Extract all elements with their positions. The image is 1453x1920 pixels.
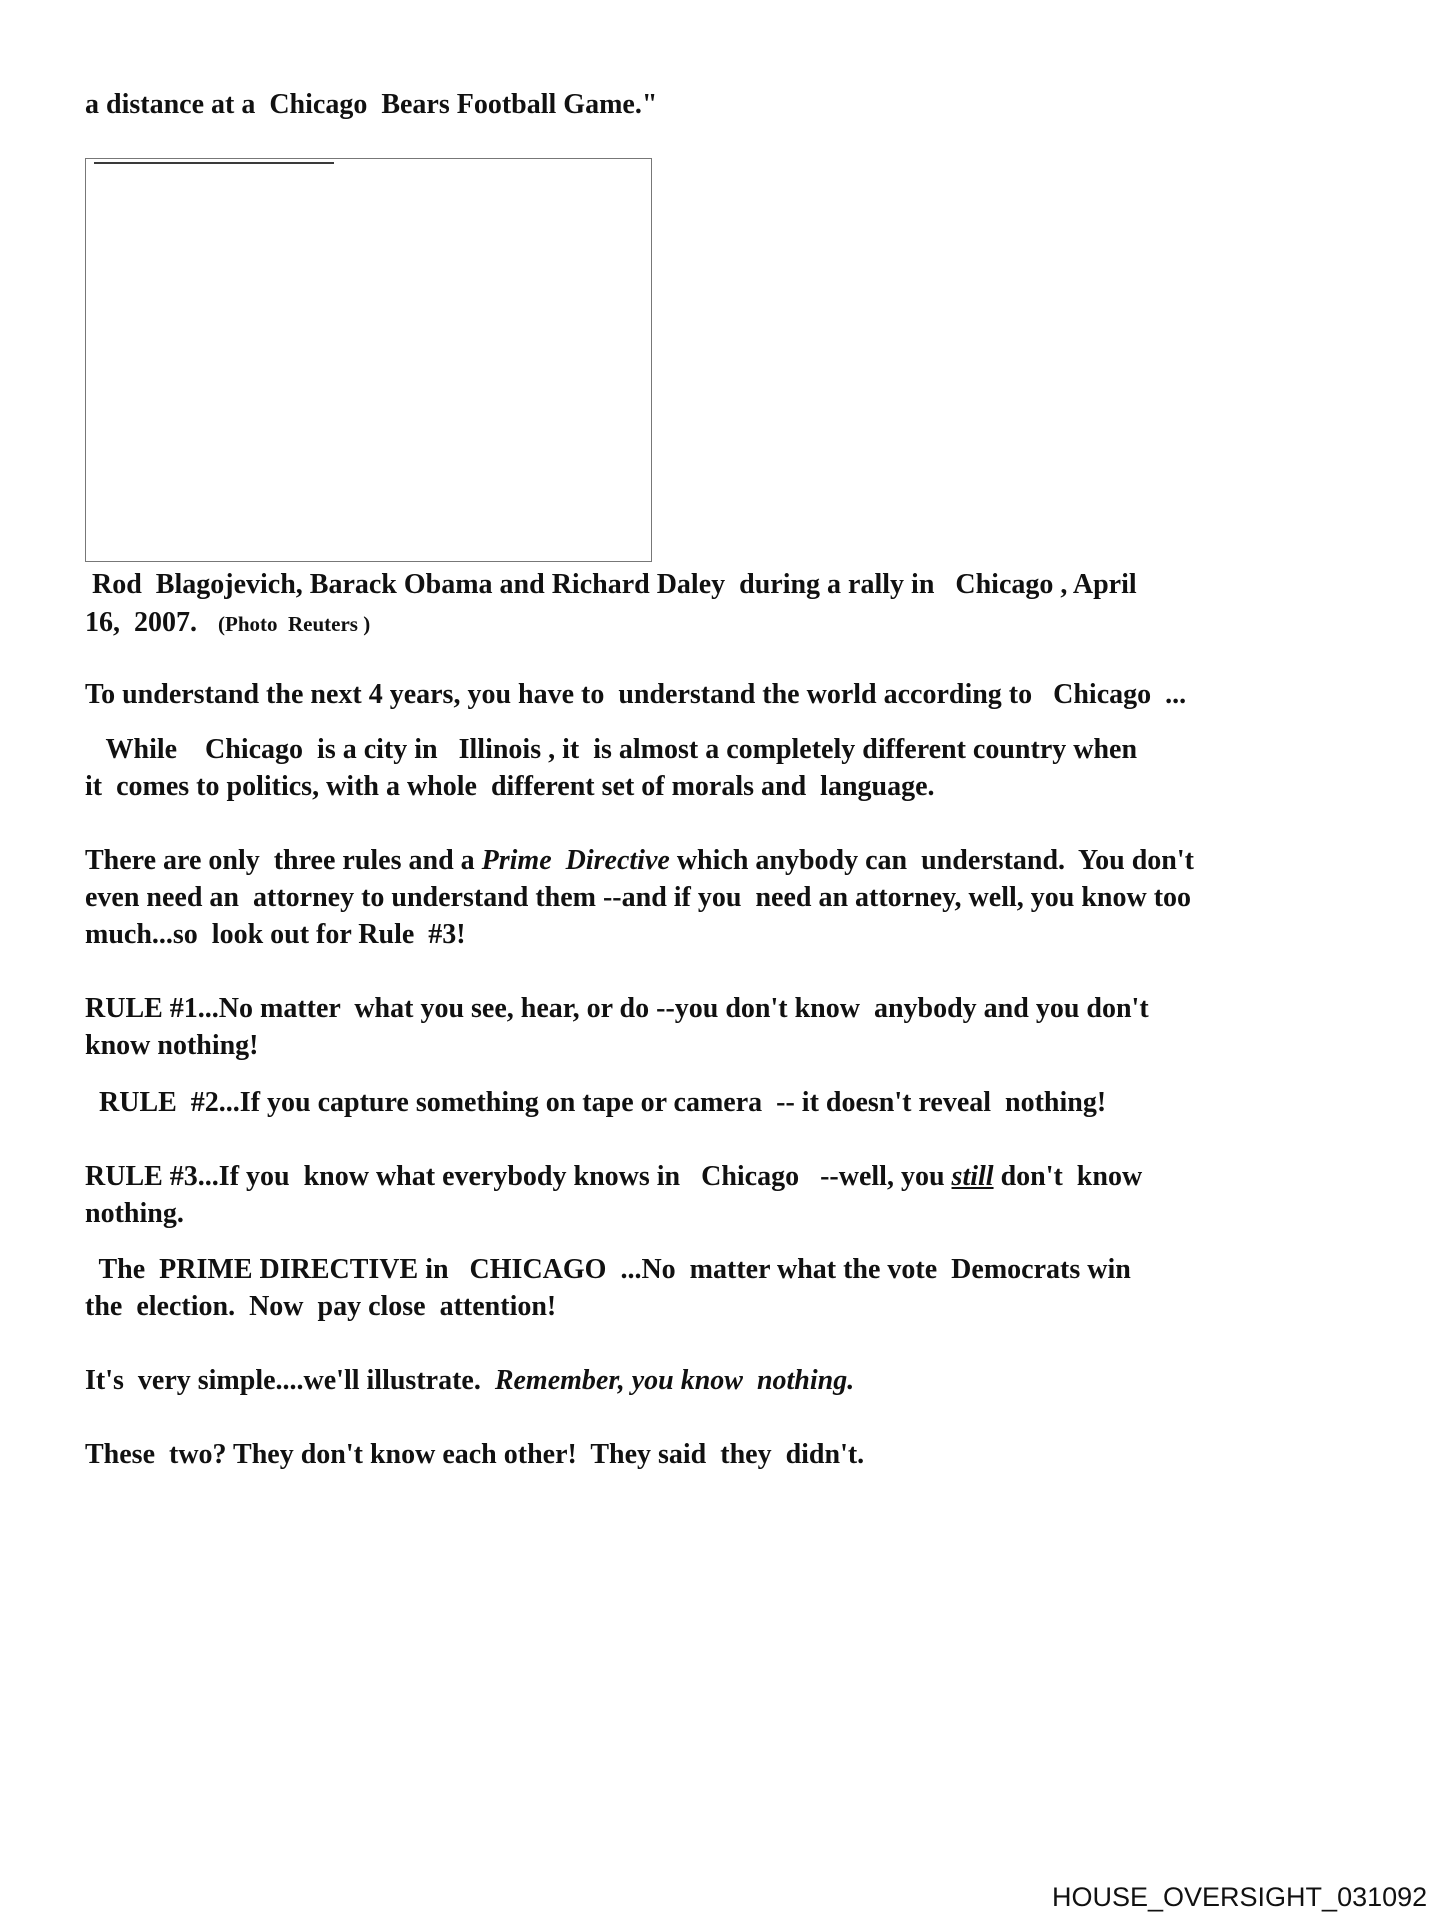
rule-1-line-1: RULE #1...No matter what you see, hear, or do --you don't know anybody and you don't	[85, 993, 1149, 1024]
rules-intro-text-a: There are only three rules and a	[85, 845, 482, 876]
these-two-line: These two? They don't know each other! They said they didn't.	[85, 1439, 865, 1470]
caption-date: 16, 2007.	[85, 607, 197, 638]
rule-3-text-a: RULE #3...If you know what everybody knows in Chicago --well, you	[85, 1161, 952, 1192]
rules-intro-text-b: which anybody can understand. You don't	[669, 845, 1194, 876]
understand-line: To understand the next 4 years, you have to understand the world according to Chicago ...	[85, 679, 1187, 710]
caption-line-1: Rod Blagojevich, Barack Obama and Richard Daley during a rally in Chicago , April	[85, 569, 1137, 600]
simple-line	[85, 1362, 854, 1399]
prime-directive-line-2: the election. Now pay close attention!	[85, 1291, 557, 1322]
bates-number: HOUSE_OVERSIGHT_031092	[1052, 1882, 1428, 1912]
still-emphasis: still	[951, 1161, 994, 1192]
prime-directive-italic: Prime Directive	[481, 845, 670, 876]
rule-1-line-2: know nothing!	[85, 1030, 259, 1061]
simple-text: It's very simple....we'll illustrate.	[85, 1365, 495, 1396]
rules-intro-line-3: much...so look out for Rule #3!	[85, 919, 466, 950]
rule-3-line-1	[85, 1158, 1142, 1195]
prime-directive-line-1: The PRIME DIRECTIVE in CHICAGO ...No matter what the vote Democrats win	[85, 1254, 1131, 1285]
rule-3-line-2: nothing.	[85, 1198, 184, 1229]
photo-credit: (Photo Reuters )	[218, 612, 371, 636]
rule-2-line: RULE #2...If you capture something on tape or camera -- it doesn't reveal nothing!	[85, 1087, 1107, 1118]
photo-embedded-note	[94, 162, 334, 164]
rules-intro-line-1	[85, 842, 1194, 879]
while-line-2: it comes to politics, with a whole different set of morals and language.	[85, 771, 935, 802]
remember-italic: Remember, you know nothing.	[494, 1365, 855, 1396]
intro-line: a distance at a Chicago Bears Football Game."	[85, 89, 658, 120]
rules-intro-line-2: even need an attorney to understand them --and if you need an attorney, well, you know too	[85, 882, 1192, 913]
rule-3-text-b: don't know	[993, 1161, 1143, 1192]
while-line-1: While Chicago is a city in Illinois , it is almost a completely different country when	[85, 734, 1138, 765]
photo-placeholder	[85, 158, 652, 562]
caption-line-2	[85, 604, 370, 643]
